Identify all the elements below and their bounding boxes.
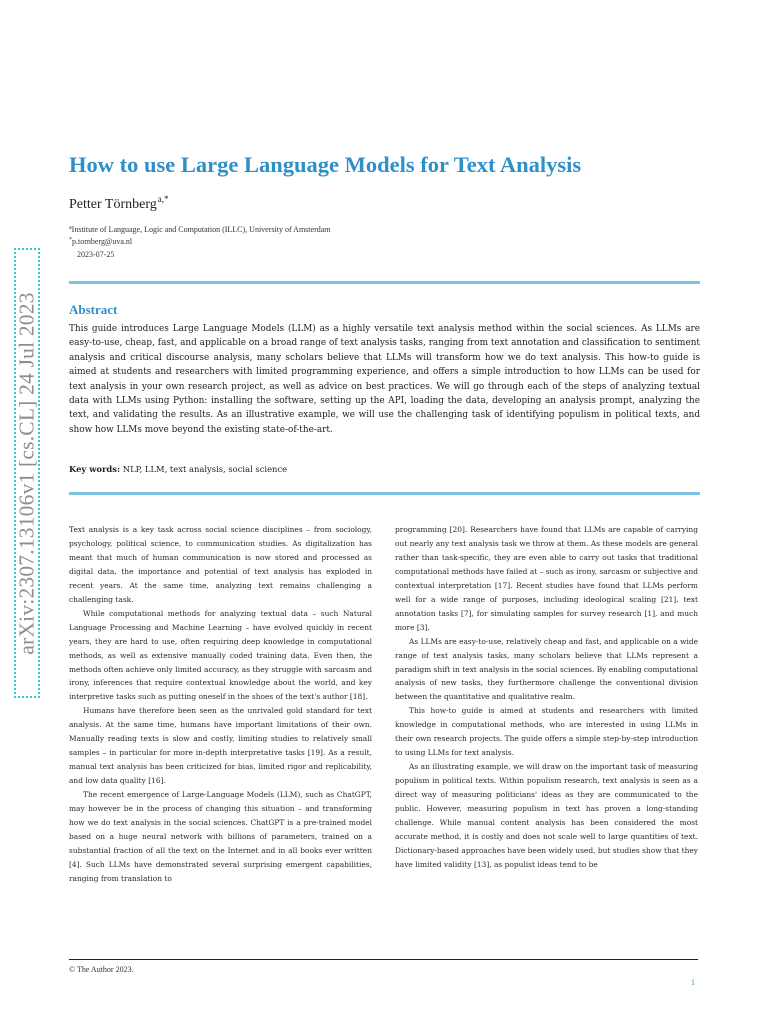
paper-title: How to use Large Language Models for Text Analysis xyxy=(69,152,582,177)
arxiv-identifier-text: arXiv:2307.13106v1 [cs.CL] 24 Jul 2023 xyxy=(14,291,39,655)
body-paragraph: The recent emergence of Large-Language Models (LLM), such as ChatGPT, may however be in the process of changing this situation – and transforming how we do text analysis in the social sciences. ChatGPT is a pre-trained model based on a huge neural network with billions of parameters, trained on a substantial fraction of all the text on the Internet and in all books ever written [4]. Such LLMs have demonstrated several surprising emergent capabilities, ranging from translation to xyxy=(69,790,372,883)
page-number: 1 xyxy=(691,978,695,987)
affiliation-institute-text: Institute of Language, Logic and Computation (ILLC), University of Amsterdam xyxy=(71,225,331,234)
abstract-text: This guide introduces Large Language Models (LLM) as a highly versatile text analysis method within the social sciences. As LLMs are easy-to-use, cheap, fast, and applicable on a broad range of text analysis tasks, ranging from text annotation and classification to sentiment analysis and critical discourse analysis, many scholars believe that LLMs will transform how we do text analysis. This how-to guide is aimed at students and researchers with limited programming experience, and offers a simple introduction to how LLMs can be used for text analysis in your own research project, as well as advice on best practices. We will go through each of the steps of analyzing textual data with LLMs using Python: installing the software, setting up the API, loading the data, developing an analysis prompt, analyzing the text, and validating the results. As an illustrative example, we will use the challenging task of identifying populism in political texts, and show how LLMs move beyond the existing state-of-the-art. xyxy=(69,324,700,435)
publication-date: 2023-07-25 xyxy=(77,250,115,259)
keywords-label: Key words: xyxy=(69,464,121,474)
abstract-divider xyxy=(69,492,700,495)
keywords-line xyxy=(69,464,287,474)
body-paragraph: As LLMs are easy-to-use, relatively cheap and fast, and applicable on a wide range of text analysis tasks, many scholars believe that LLMs represent a paradigm shift in text analysis in the social sciences. By enabling computational analysis of new tasks, they furthermore challenge the conventional division between the quantitative and qualitative realm. xyxy=(395,636,698,702)
keywords-list: NLP, LLM, text analysis, social science xyxy=(122,464,288,474)
author-name: Petter Törnberg xyxy=(69,197,157,212)
author-affiliation-marks: a,* xyxy=(157,194,169,204)
body-column-right xyxy=(395,523,698,872)
body-column-left xyxy=(69,523,372,886)
author-email[interactable]: p.tornberg@uva.nl xyxy=(72,237,133,246)
affiliation-email xyxy=(69,237,569,246)
author-line xyxy=(69,194,169,213)
copyright-footnote: © The Author 2023. xyxy=(69,965,134,974)
body-paragraph: Humans have therefore been seen as the unrivaled gold standard for text analysis. At the same time, humans have important limitations of their own. Manually reading texts is slow and costly, limiting studies to relatively small samples – in particular for more in-depth interpretative tasks [19]. As a result, manual text analysis has been criticized for bias, limited rigor and replicability, and low data quality [16]. xyxy=(69,706,372,786)
abstract-heading: Abstract xyxy=(69,302,118,317)
affiliation-mark-star: * xyxy=(69,237,72,243)
header-divider xyxy=(69,281,700,284)
body-paragraph: Text analysis is a key task across social science disciplines – from sociology, psychology, political science, to communication studies. As digitalization has meant that much of human communication is now stored and processed as digital data, the importance and potential of text analysis has exploded in recent years. At the same time, analyzing text remains challenging a challenging task. xyxy=(69,525,372,604)
body-paragraph: This how-to guide is aimed at students and researchers with limited knowledge in computational methods, who are interested in using LLMs in their own research projects. The guide offers a simple step-by-step introduction to using LLMs for text analysis. xyxy=(395,706,698,758)
affiliation-institute xyxy=(69,225,569,234)
body-paragraph: While computational methods for analyzing textual data – such Natural Language Processing and Machine Learning – have evolved quickly in recent years, they are hard to use, often requiring deep knowledge in computational methods, as well as extensive manually coded training data. Even then, the methods often achieve only limited accuracy, as they struggle with sarcasm and irony, inferences that require contextual knowledge about the world, and key interpretive tasks such as putting oneself in the shoes of the text's author [18]. xyxy=(69,608,372,702)
body-paragraph: programming [20]. Researchers have found that LLMs are capable of carrying out nearly any text analysis task we throw at them. As these models are general rather than task-specific, they are even able to carry out tasks that traditional computational methods have failed at – such as irony, sarcasm or subjective and contextual interpretation [17]. Recent studies have found that LLMs perform well for a wide range of purposes, including ideological scaling [21], text annotation tasks [7], for simulating samples for survey research [1], and much more [3]. xyxy=(395,525,698,632)
arxiv-identifier-stamp xyxy=(14,248,40,698)
body-paragraph: As an illustrating example, we will draw on the important task of measuring populism in political texts. Within populism research, text analysis is seen as a direct way of measuring politicians' ideas as they are communicated to the public. However, measuring populism in text has proven a long-standing challenge. While manual content analysis has been considered the most accurate method, it is costly and does not scale well to large quantities of text. Dictionary-based approaches have been widely used, but studies show that they have limited validity [13], as populist ideas tend to be xyxy=(395,762,698,869)
footnote-divider xyxy=(69,959,698,960)
affiliation-mark-a: a xyxy=(69,225,72,231)
